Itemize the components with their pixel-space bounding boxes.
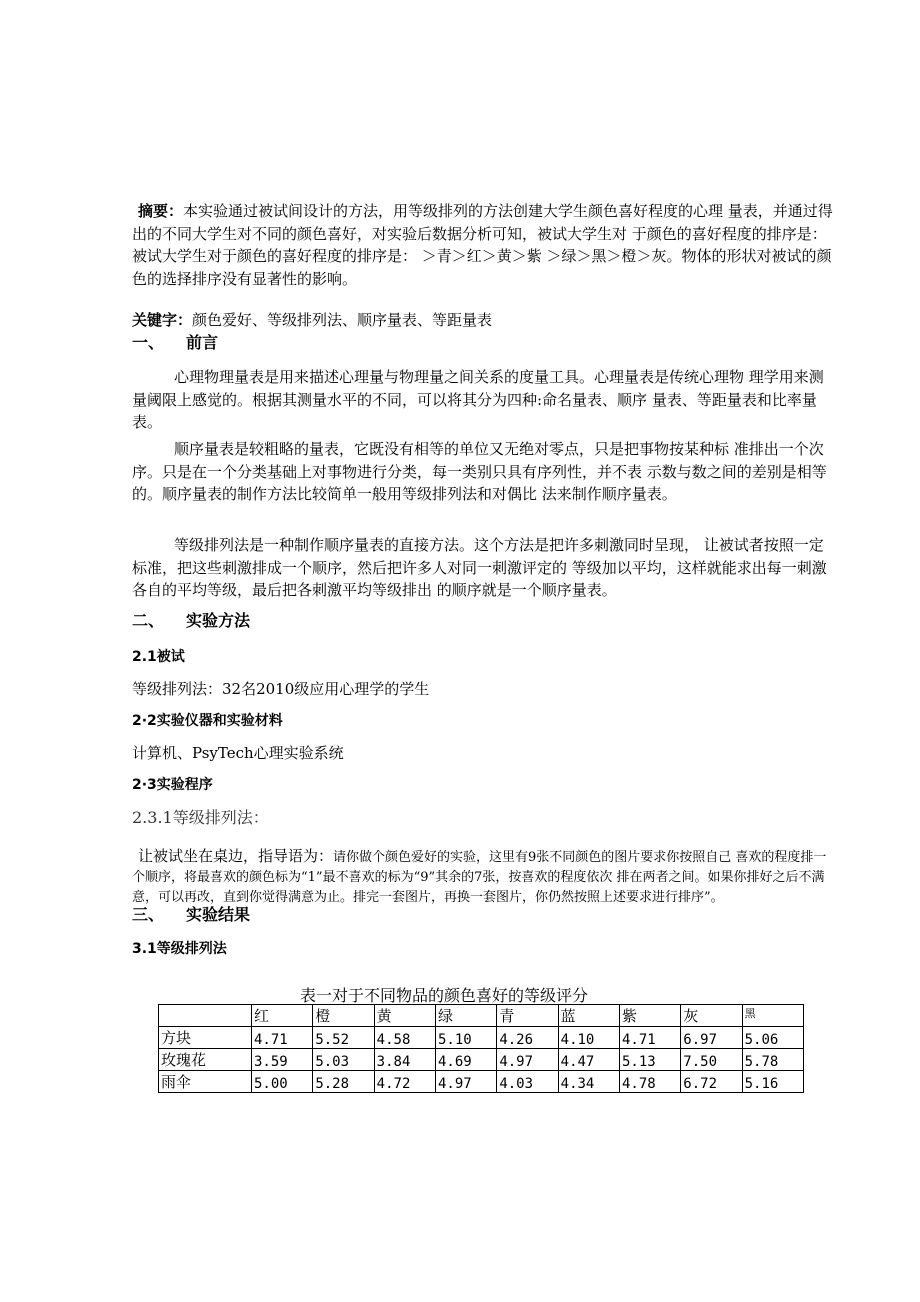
subsection-title: 3.1等级排列法 (132, 941, 227, 957)
table-header-cell: 蓝 (558, 1005, 619, 1027)
table-header-cell: 紫 (619, 1005, 680, 1027)
table-row (159, 1049, 804, 1071)
row-label: 雨伞 (159, 1071, 252, 1093)
table-cell: 4.71 (619, 1027, 680, 1049)
instruction-body: 请你做个颜色爱好的实验，这里有9张不同颜色的图片要求你按照自己 喜欢的程度排一个顺序，将最喜欢的颜色标为“1”最不喜欢的标为“9”其余的7张，按喜欢的程度依次 排在两者之间。如果你排好之后不满意，可以再改，直到你觉得满意为止。排完一套图片，再换一套图片，你仍然按照上述要求进行排序”。 (132, 850, 827, 905)
table-header-cell: 红 (252, 1005, 313, 1027)
table-cell: 5.52 (313, 1027, 374, 1049)
section-number: 二、 (132, 611, 165, 630)
table-header-cell: 绿 (435, 1005, 496, 1027)
keywords-label: 关键字： (132, 311, 193, 329)
table-header-cell: 橙 (313, 1005, 374, 1027)
table-cell: 7.50 (681, 1049, 742, 1071)
table-header-cell (159, 1005, 252, 1027)
abstract-label: 摘要： (138, 202, 184, 220)
row-label: 方块 (159, 1027, 252, 1049)
table-cell: 4.72 (374, 1071, 435, 1093)
table-cell: 4.78 (619, 1071, 680, 1093)
instruction-lead: 让被试坐在桌边，指导语为： (138, 847, 334, 865)
table-cell: 4.34 (558, 1071, 619, 1093)
section-number: 一、 (132, 333, 165, 352)
table-cell: 4.03 (497, 1071, 558, 1093)
section-heading-3 (132, 904, 250, 927)
table-header-cell: 黑 (742, 1005, 803, 1027)
subsection-text: 计算机、PsyTech心理实验系统 (132, 744, 344, 762)
table-cell: 6.97 (681, 1027, 742, 1049)
table-cell: 5.10 (435, 1027, 496, 1049)
table-cell: 4.10 (558, 1027, 619, 1049)
table-header-row (159, 1005, 804, 1027)
row-label: 玫瑰花 (159, 1049, 252, 1071)
table-cell: 5.78 (742, 1049, 803, 1071)
section-number: 三、 (132, 905, 165, 924)
table-cell: 4.69 (435, 1049, 496, 1071)
instruction-text (132, 846, 838, 908)
table-caption: 表一对于不同物品的颜色喜好的等级评分 (300, 986, 589, 1005)
paragraph-3: 等级排列法是一种制作顺序量表的直接方法。这个方法是把许多刺激同时呈现， 让被试者按照一定标准，把这些刺激排成一个顺序，然后把许多人对同一刺激评定的 等级加以平均，这样就能求出每一刺激各自的平均等级，最后把各刺激平均等级排出 的顺序就是一个顺序量表。 (132, 536, 827, 599)
table-cell: 5.06 (742, 1027, 803, 1049)
table-cell: 4.26 (497, 1027, 558, 1049)
table-cell: 5.16 (742, 1071, 803, 1093)
table-cell: 3.59 (252, 1049, 313, 1071)
section-title: 前言 (186, 333, 219, 352)
table-cell: 4.97 (435, 1071, 496, 1093)
table-cell: 5.28 (313, 1071, 374, 1093)
keywords-text: 颜色爱好、等级排列法、顺序量表、等距量表 (192, 311, 493, 329)
table-cell: 3.84 (374, 1049, 435, 1071)
subsection-text: 等级排列法：32名2010级应用心理学的学生 (132, 680, 430, 698)
table-header-cell: 灰 (681, 1005, 742, 1027)
paragraph-1: 心理物理量表是用来描述心理量与物理量之间关系的度量工具。心理量表是传统心理物 理学用来测量阈限上感觉的。根据其测量水平的不同，可以将其分为四种:命名量表、顺序 量表、等距量表和比率量表。 (132, 368, 824, 431)
table-cell: 6.72 (681, 1071, 742, 1093)
table-cell: 4.47 (558, 1049, 619, 1071)
section-heading-1 (132, 332, 218, 355)
subsection-title: 2·2实验仪器和实验材料 (132, 713, 283, 729)
abstract (132, 200, 838, 290)
section-heading-2 (132, 610, 250, 633)
table-header-cell: 青 (497, 1005, 558, 1027)
subsubsection-title: 2.3.1等级排列法： (132, 808, 269, 827)
section-title: 实验结果 (186, 905, 251, 924)
table-cell: 4.97 (497, 1049, 558, 1071)
table-header-cell: 黄 (374, 1005, 435, 1027)
table-row (159, 1027, 804, 1049)
table-cell: 5.03 (313, 1049, 374, 1071)
section-title: 实验方法 (186, 611, 251, 630)
ratings-table (158, 1004, 804, 1093)
subsection-title: 2.1被试 (132, 649, 185, 665)
table-cell: 5.13 (619, 1049, 680, 1071)
table-cell: 5.00 (252, 1071, 313, 1093)
subsection-title: 2·3实验程序 (132, 777, 213, 793)
keywords (132, 309, 838, 332)
abstract-text: 本实验通过被试间设计的方法，用等级排列的方法创建大学生颜色喜好程度的心理 量表，并通过得出的不同大学生对不同的颜色喜好，对实验后数据分析可知，被试大学生对 于颜色的喜好程度的排序是：被试大学生对于颜色的喜好程度的排序是： ＞青＞红＞黄＞紫 ＞绿＞黑＞橙＞灰。物体的形状对被试的颜色的选择排序没有显著性的影响。 (132, 202, 833, 288)
table-cell: 4.71 (252, 1027, 313, 1049)
table-row (159, 1071, 804, 1093)
paragraph-2: 顺序量表是较粗略的量表，它既没有相等的单位又无绝对零点，只是把事物按某种标 准排出一个次序。只是在一个分类基础上对事物进行分类，每一类别只具有序列性，并不表 示数与数之间的差别是相等的。顺序量表的制作方法比较简单一般用等级排列法和对偶比 法来制作顺序量表。 (132, 440, 827, 503)
table-cell: 4.58 (374, 1027, 435, 1049)
